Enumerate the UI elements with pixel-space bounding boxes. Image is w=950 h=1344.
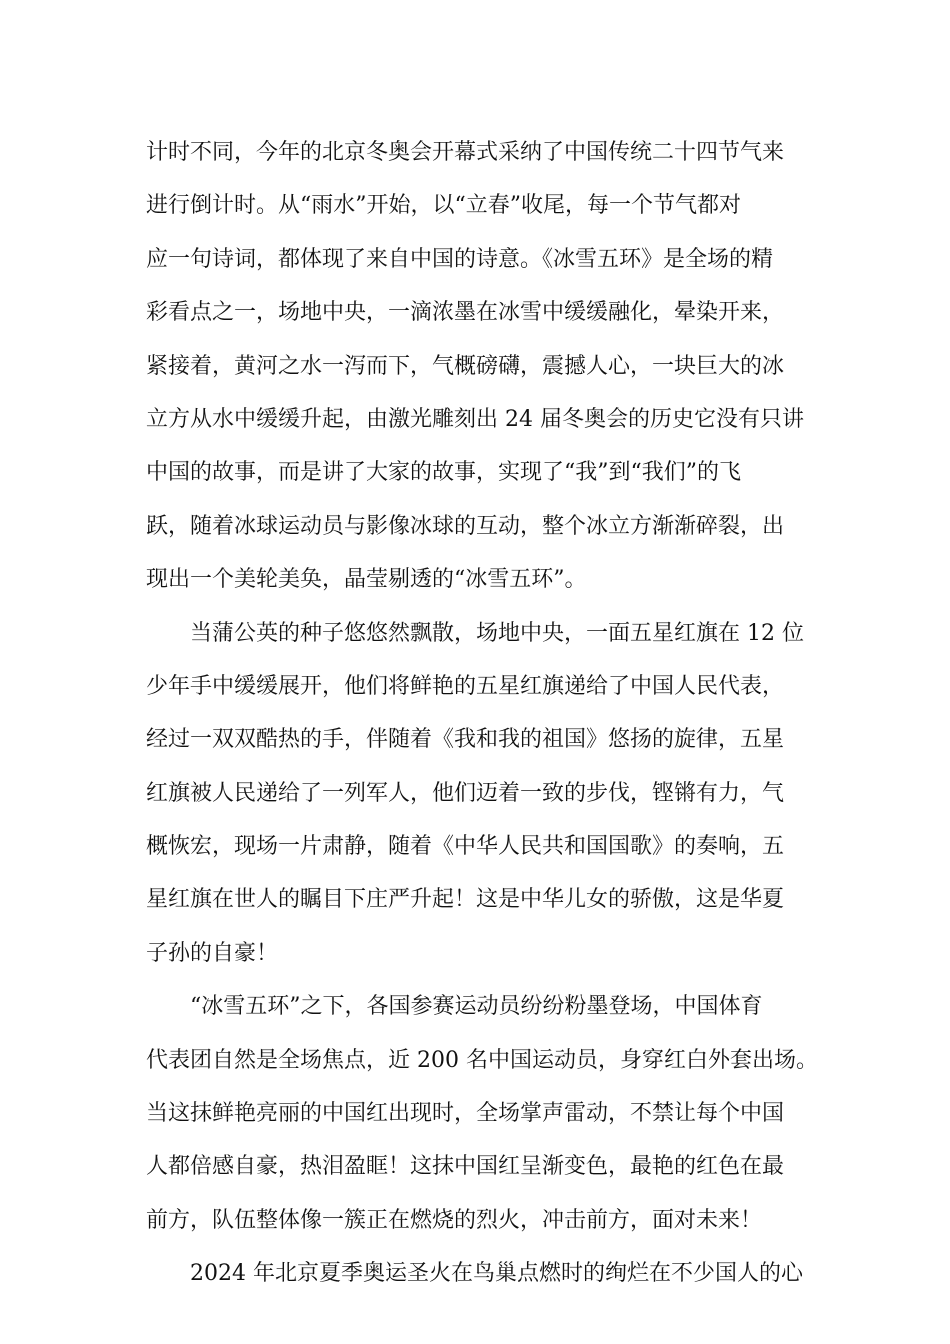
text-line: 中国的故事，而是讲了大家的故事，实现了“我”到“我们”的飞 [146, 460, 741, 486]
text-line: 计时不同，今年的北京冬奥会开幕式采纳了中国传统二十四节气来 [146, 140, 785, 165]
text-line: 红旗被人民递给了一列军人，他们迈着一致的步伐，铿锵有力，气 [146, 780, 785, 806]
text-line: 概恢宏，现场一片肃静，随着《中华人民共和国国歌》的奏响，五 [146, 834, 785, 860]
text-line: 跃，随着冰球运动员与影像冰球的互动，整个冰立方渐渐碎裂，出 [146, 513, 785, 539]
text-line: 现出一个美轮美奂，晶莹剔透的“冰雪五环”。 [146, 567, 587, 593]
text-line: “冰雪五环”之下，各国参赛运动员纷纷粉墨登场，中国体育 [146, 994, 763, 1020]
text-line: 立方从水中缓缓升起，由激光雕刻出 24 届冬奥会的历史它没有只讲 [146, 406, 804, 432]
text-line: 前方，队伍整体像一簇正在燃烧的烈火，冲击前方，面对未来！ [146, 1207, 763, 1233]
text-line: 当这抹鲜艳亮丽的中国红出现时，全场掌声雷动，不禁让每个中国 [146, 1101, 785, 1127]
article-body [146, 126, 818, 1301]
text-line: 彩看点之一，场地中央，一滴浓墨在冰雪中缓缓融化，晕染开来， [146, 300, 785, 326]
text-line: 应一句诗词，都体现了来自中国的诗意。《冰雪五环》是全场的精 [146, 246, 774, 272]
text-line: 紧接着，黄河之水一泻而下，气概磅礴，震撼人心，一块巨大的冰 [146, 353, 785, 379]
text-line: 进行倒计时。从“雨水”开始，以“立春”收尾，每一个节气都对 [146, 193, 741, 219]
text-line: 星红旗在世人的瞩目下庄严升起！这是中华儿女的骄傲，这是华夏 [146, 887, 785, 913]
text-line: 当蒲公英的种子悠悠然飘散，场地中央，一面五星红旗在 12 位 [146, 620, 804, 646]
text-line: 经过一双双酷热的手，伴随着《我和我的祖国》悠扬的旋律，五星 [146, 727, 785, 753]
text-line: 2024 年北京夏季奥运圣火在鸟巢点燃时的绚烂在不少国人的心 [146, 1261, 803, 1287]
text-line: 少年手中缓缓展开，他们将鲜艳的五星红旗递给了中国人民代表， [146, 673, 785, 699]
text-line: 代表团自然是全场焦点，近 200 名中国运动员，身穿红白外套出场。 [146, 1047, 818, 1073]
text-line: 人都倍感自豪，热泪盈眶！这抹中国红呈渐变色，最艳的红色在最 [146, 1154, 785, 1180]
text-line: 子孙的自豪！ [146, 940, 279, 966]
